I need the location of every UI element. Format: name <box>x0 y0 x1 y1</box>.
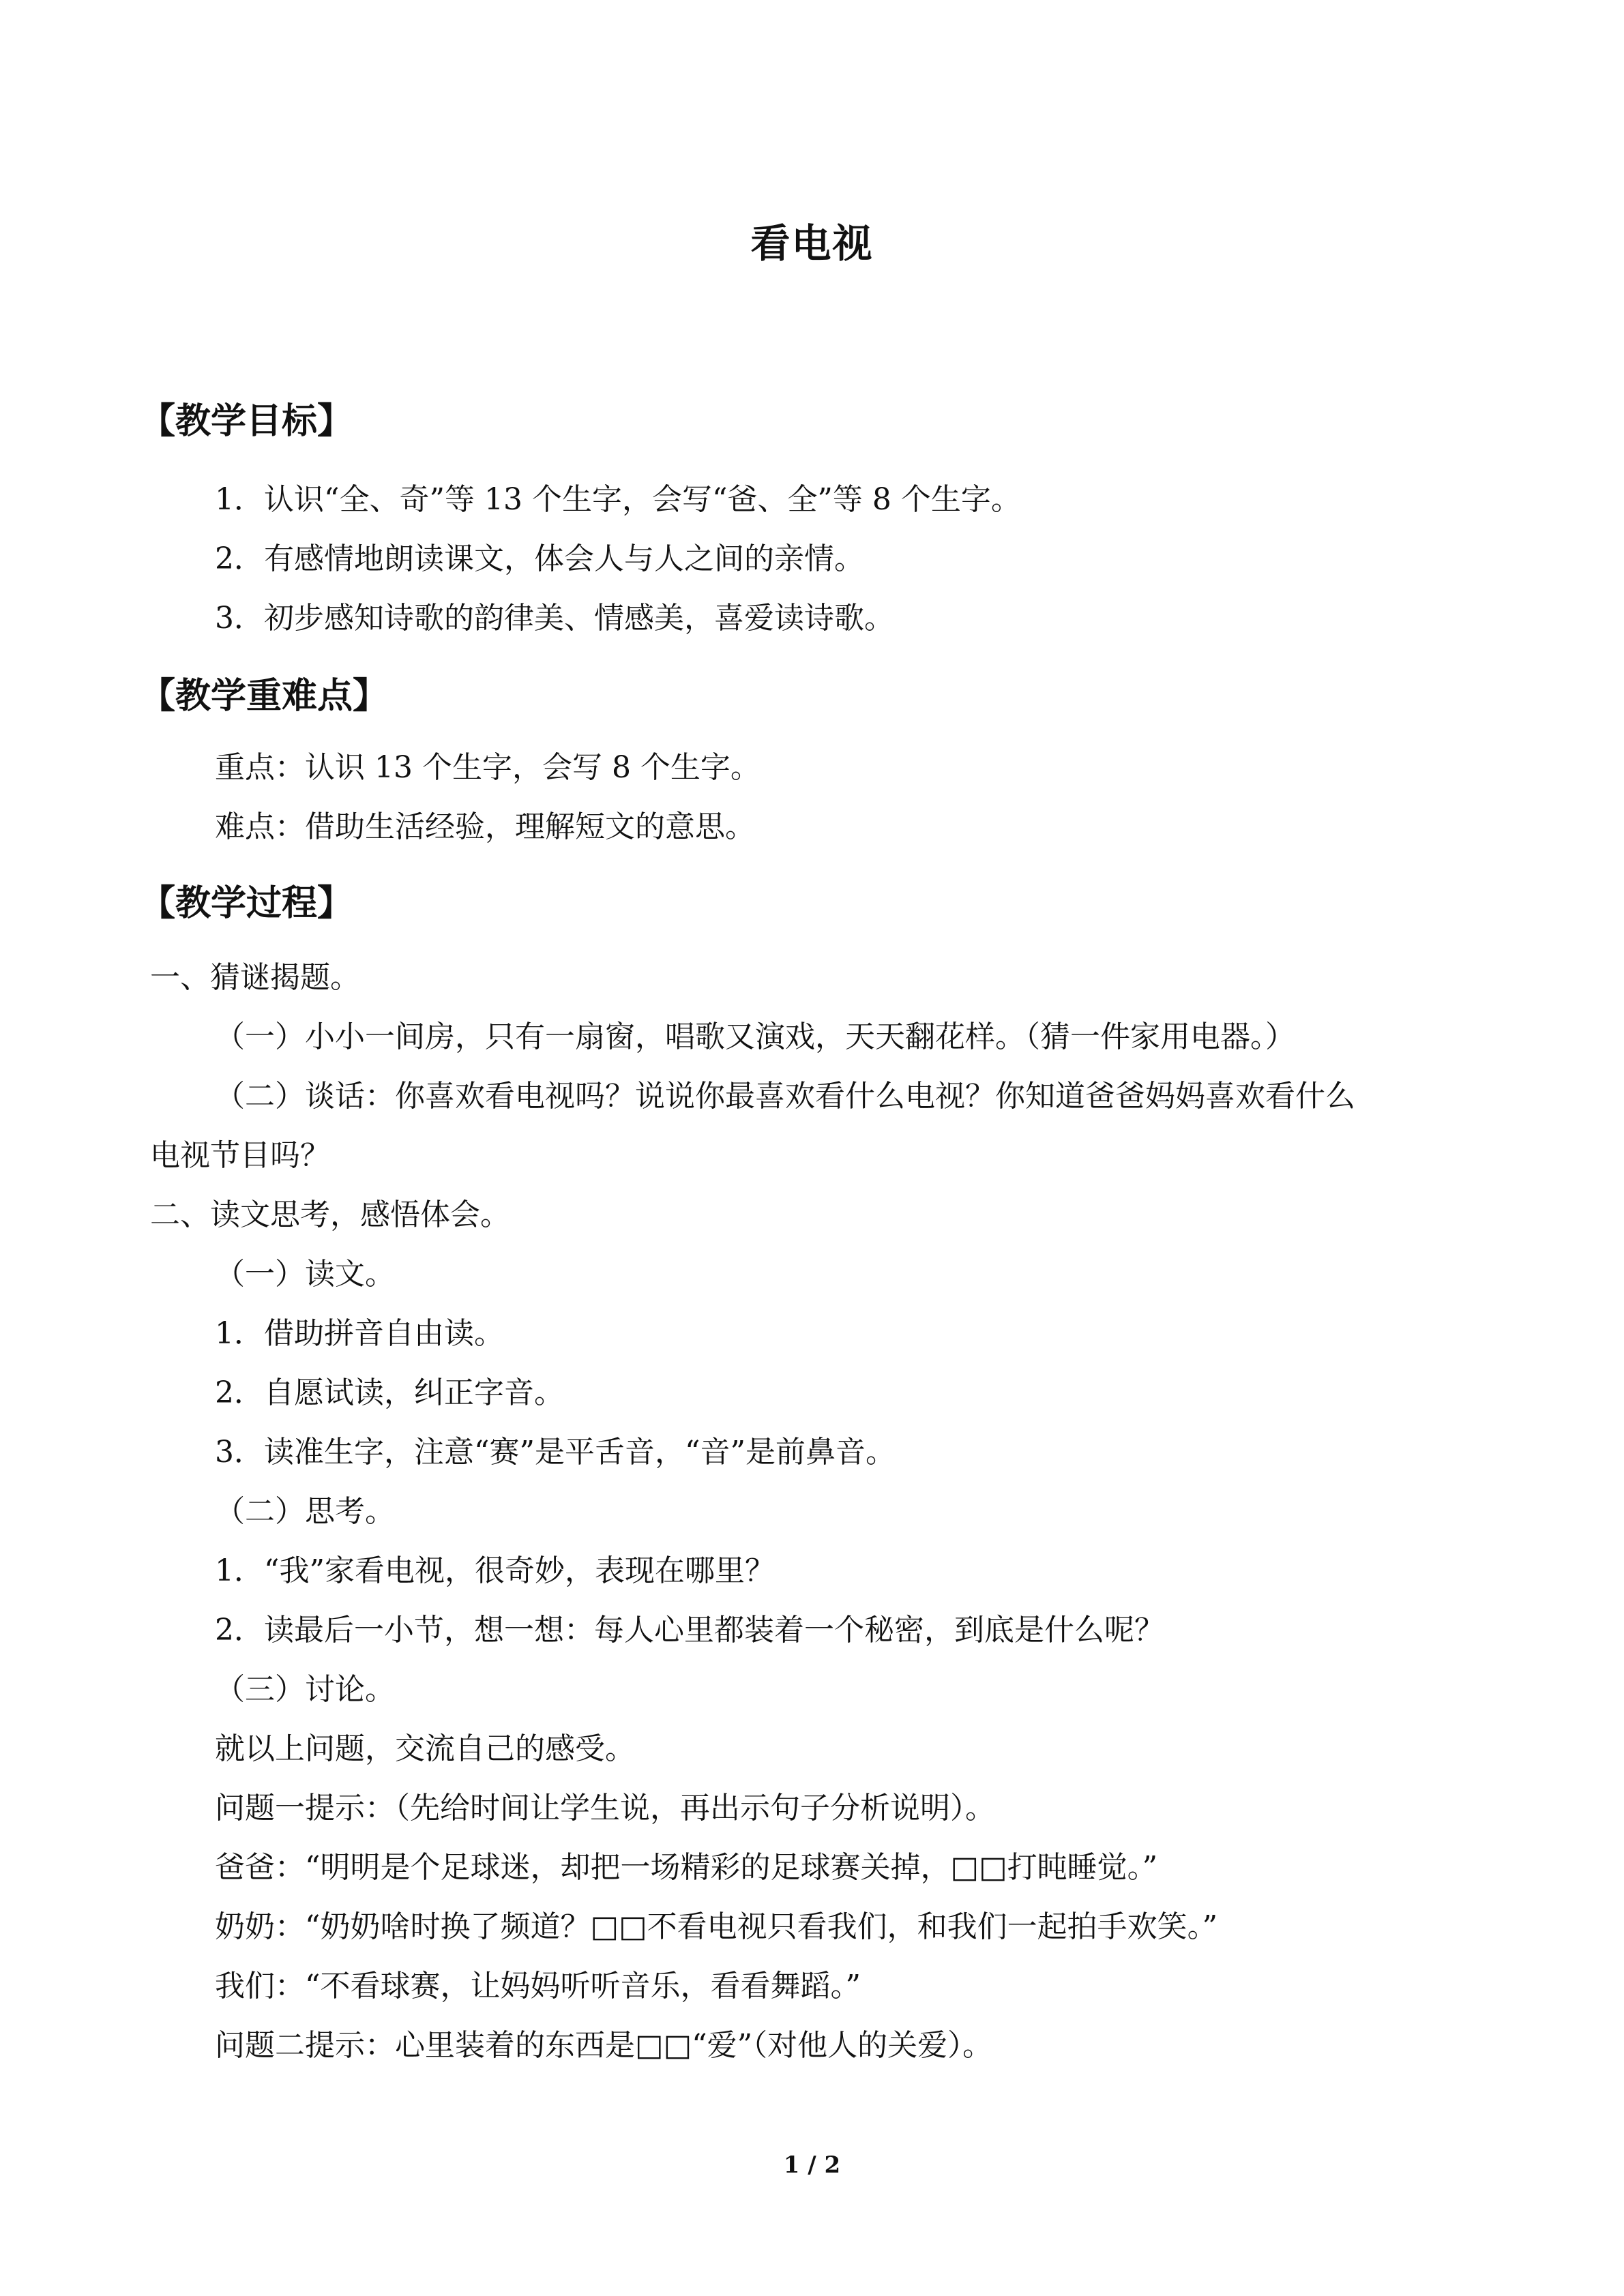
section-heading-goals: 【教学目标】 <box>140 401 353 442</box>
process-subheading: （三）讨论。 <box>215 1672 395 1707</box>
process-line: 问题一提示：（先给时间让学生说，再出示句子分析说明）。 <box>215 1791 995 1825</box>
process-line: 我们：“不看球赛，让妈妈听听音乐，看看舞蹈。” <box>215 1969 861 2003</box>
process-line: （二）谈话：你喜欢看电视吗？说说你最喜欢看什么电视？你知道爸爸妈妈喜欢看什么 <box>215 1079 1355 1114</box>
section-heading-key-points: 【教学重难点】 <box>140 676 389 717</box>
page-number: 1 / 2 <box>783 2151 841 2179</box>
goal-item: 1．认识“全、奇”等 13 个生字，会写“爸、全”等 8 个生字。 <box>215 482 1021 517</box>
process-step-heading: 二、读文思考，感悟体会。 <box>150 1197 510 1232</box>
section-heading-process: 【教学过程】 <box>140 883 353 924</box>
goal-item: 2．有感情地朗读课文，体会人与人之间的亲情。 <box>215 541 864 576</box>
process-subheading: （一）读文。 <box>215 1257 395 1292</box>
process-list-item: 2．读最后一小节，想一想：每人心里都装着一个秘密，到底是什么呢？ <box>215 1613 1164 1648</box>
process-list-item: 1．借助拼音自由读。 <box>215 1316 504 1351</box>
process-step-heading: 一、猜谜揭题。 <box>150 960 360 995</box>
process-subheading: （二）思考。 <box>215 1494 395 1529</box>
process-list-item: 1．“我”家看电视，很奇妙，表现在哪里？ <box>215 1553 775 1588</box>
process-line: 奶奶：“奶奶啥时换了频道？□□不看电视只看我们，和我们一起拍手欢笑。” <box>215 1909 1218 1944</box>
goal-item: 3．初步感知诗歌的韵律美、情感美，喜爱读诗歌。 <box>215 601 894 636</box>
process-line: 电视节目吗？ <box>150 1138 330 1173</box>
process-list-item: 3．读准生字，注意“赛”是平舌音，“音”是前鼻音。 <box>215 1435 896 1470</box>
process-list-item: 2．自愿试读，纠正字音。 <box>215 1375 564 1410</box>
document-title: 看电视 <box>750 220 874 267</box>
process-line: （一）小小一间房，只有一扇窗，唱歌又演戏，天天翻花样。（猜一件家用电器。） <box>215 1019 1295 1054</box>
process-line: 爸爸：“明明是个足球迷，却把一场精彩的足球赛关掉，□□打盹睡觉。” <box>215 1850 1158 1885</box>
process-line: 就以上问题，交流自己的感受。 <box>215 1731 635 1766</box>
key-point-item: 重点：认识 13 个生字，会写 8 个生字。 <box>215 750 761 785</box>
key-point-item: 难点：借助生活经验，理解短文的意思。 <box>215 809 755 844</box>
process-line: 问题二提示：心里装着的东西是□□“爱”（对他人的关爱）。 <box>215 2028 993 2063</box>
